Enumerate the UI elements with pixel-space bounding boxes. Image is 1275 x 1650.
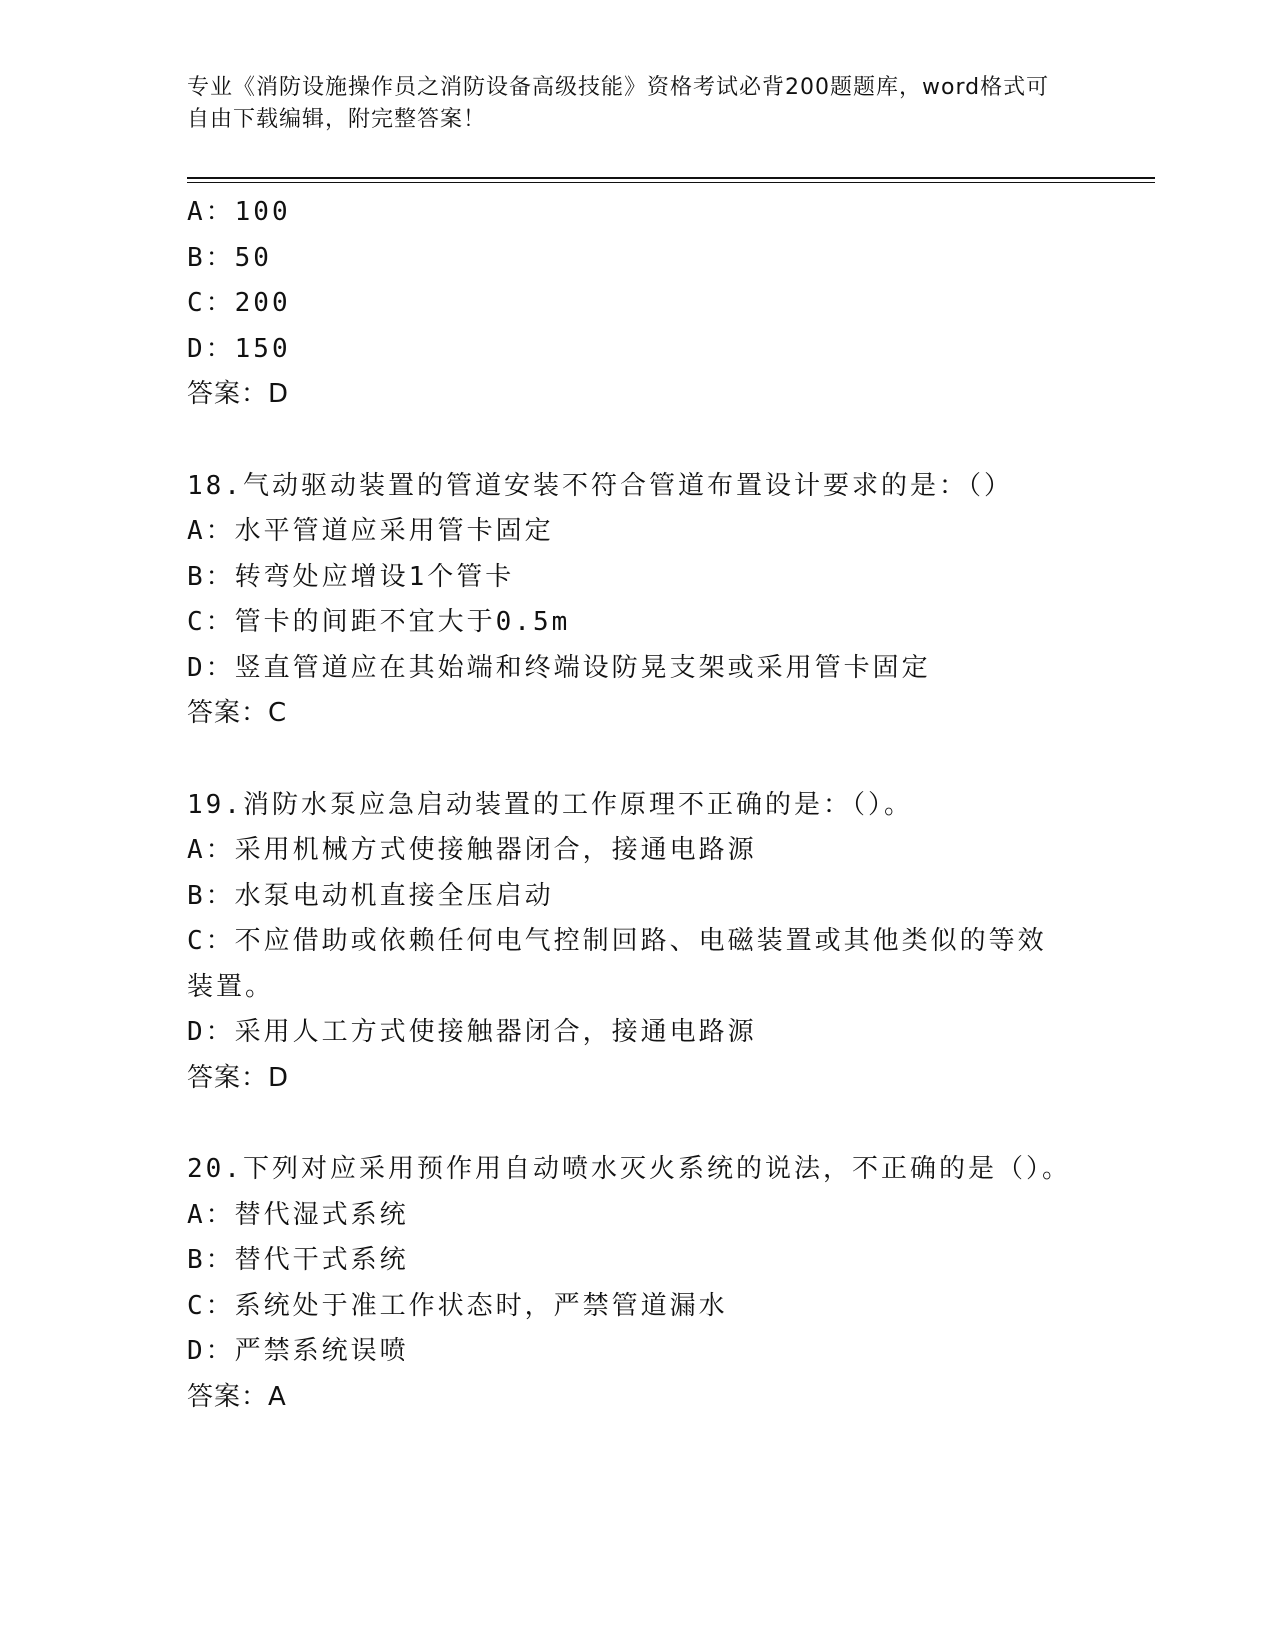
option-c: C：不应借助或依赖任何电气控制回路、电磁装置或其他类似的等效装置。 xyxy=(187,926,1047,1002)
document-header: 专业《消防设施操作员之消防设备高级技能》资格考试必背200题题库，word格式可自由下载编辑，附完整答案！ xyxy=(187,75,1050,132)
question-text: 19.消防水泵应急启动装置的工作原理不正确的是：（）。 xyxy=(187,789,913,820)
header-rule-thick xyxy=(187,177,1155,179)
option-c: C：200 xyxy=(187,288,291,318)
question-17 xyxy=(187,190,1087,418)
spacer xyxy=(187,418,1087,464)
option-a: A：替代湿式系统 xyxy=(187,1199,409,1230)
answer: 答案：C xyxy=(187,698,288,728)
option-b: B：替代干式系统 xyxy=(187,1245,409,1275)
spacer xyxy=(187,1101,1087,1147)
answer: 答案：A xyxy=(187,1381,287,1412)
question-list xyxy=(187,190,1087,1420)
question-text: 18.气动驱动装置的管道安装不符合管道布置设计要求的是：（） xyxy=(187,470,1013,501)
option-b: B：转弯处应增设1个管卡 xyxy=(187,561,515,592)
option-b: B：50 xyxy=(187,242,272,273)
answer: 答案：D xyxy=(187,1062,290,1093)
header-rule-thin xyxy=(187,182,1155,183)
option-a: A：水平管道应采用管卡固定 xyxy=(187,516,554,546)
spacer xyxy=(187,737,1087,783)
option-d: D：严禁系统误喷 xyxy=(187,1336,409,1366)
question-20 xyxy=(187,1147,1087,1420)
answer: 答案：D xyxy=(187,379,290,409)
option-d: D：采用人工方式使接触器闭合，接通电路源 xyxy=(187,1017,757,1047)
question-18 xyxy=(187,464,1087,737)
option-c: C：管卡的间距不宜大于0.5m xyxy=(187,607,571,637)
option-a: A：采用机械方式使接触器闭合，接通电路源 xyxy=(187,835,757,865)
option-d: D：竖直管道应在其始端和终端设防晃支架或采用管卡固定 xyxy=(187,652,931,683)
option-b: B：水泵电动机直接全压启动 xyxy=(187,880,554,911)
option-d: D：150 xyxy=(187,333,291,364)
question-19 xyxy=(187,783,1087,1102)
question-text: 20.下列对应采用预作用自动喷水灭火系统的说法，不正确的是（）。 xyxy=(187,1154,1071,1184)
option-c: C：系统处于准工作状态时，严禁管道漏水 xyxy=(187,1290,728,1321)
option-a: A：100 xyxy=(187,197,291,227)
